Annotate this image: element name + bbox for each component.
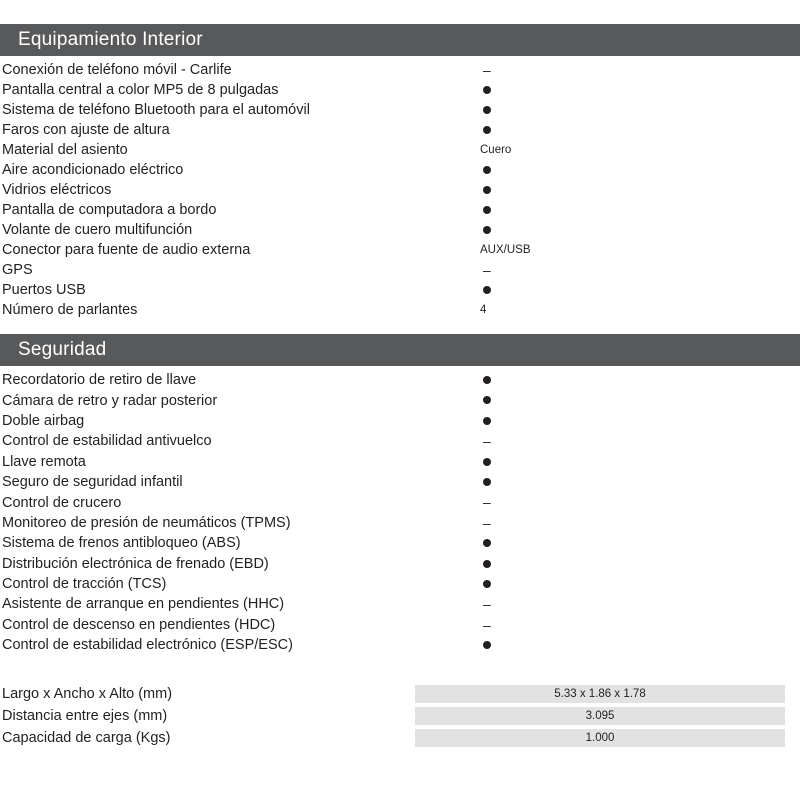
dimension-value-bar <box>415 685 785 703</box>
dash-icon: – <box>483 616 491 633</box>
spec-row <box>0 472 800 492</box>
spec-label: Pantalla central a color MP5 de 8 pulgadas <box>2 82 279 98</box>
spec-label: Puertos USB <box>2 282 86 298</box>
spec-row <box>0 220 800 240</box>
spec-label: Monitoreo de presión de neumáticos (TPMS) <box>2 514 291 531</box>
spec-value <box>480 635 491 655</box>
spec-row <box>0 100 800 120</box>
spec-value: Cuero <box>480 144 512 156</box>
spec-value <box>480 60 491 80</box>
spec-value: 4 <box>480 304 487 316</box>
spec-row <box>0 411 800 431</box>
section-title: Equipamiento Interior <box>18 29 203 50</box>
filled-dot-icon <box>483 106 491 114</box>
spec-value <box>480 472 491 492</box>
spec-value: AUX/USB <box>480 244 531 256</box>
spec-label: Control de estabilidad antivuelco <box>2 433 212 450</box>
interior-rows <box>0 56 800 320</box>
spec-row <box>0 554 800 574</box>
spec-value <box>480 160 491 180</box>
spec-value <box>480 513 491 533</box>
dimension-row <box>0 705 800 727</box>
section-gap <box>0 320 800 334</box>
filled-dot-icon <box>483 478 491 486</box>
spec-row <box>0 370 800 390</box>
filled-dot-icon <box>483 580 491 588</box>
section-header-interior <box>0 24 800 56</box>
filled-dot-icon <box>483 126 491 134</box>
section-title: Seguridad <box>18 339 107 360</box>
dimensions-block <box>0 683 800 749</box>
spec-label: Número de parlantes <box>2 302 138 318</box>
spec-row <box>0 615 800 635</box>
filled-dot-icon <box>483 539 491 547</box>
spec-row <box>0 513 800 533</box>
spec-label: Volante de cuero multifunción <box>2 222 193 238</box>
filled-dot-icon <box>483 458 491 466</box>
spec-row <box>0 240 800 260</box>
spec-row <box>0 180 800 200</box>
dash-icon: – <box>483 514 491 531</box>
spec-label: GPS <box>2 262 33 278</box>
filled-dot-icon <box>483 206 491 214</box>
filled-dot-icon <box>483 396 491 404</box>
dash-icon: – <box>483 433 491 450</box>
spec-value <box>480 390 491 410</box>
spec-label: Pantalla de computadora a bordo <box>2 202 217 218</box>
spec-value <box>480 120 491 140</box>
dimension-value: 1.000 <box>585 732 615 745</box>
spec-label: Cámara de retro y radar posterior <box>2 392 218 409</box>
spec-label: Material del asiento <box>2 142 128 158</box>
spec-value <box>480 554 491 574</box>
dimension-row <box>0 727 800 749</box>
spec-label: Control de tracción (TCS) <box>2 576 167 593</box>
spec-value <box>480 533 491 553</box>
dimension-label: Largo x Ancho x Alto (mm) <box>2 686 173 703</box>
spec-value <box>480 492 491 512</box>
seguridad-rows <box>0 366 800 655</box>
spec-value <box>480 80 491 100</box>
spec-row <box>0 140 800 160</box>
spec-row <box>0 431 800 451</box>
spec-value <box>480 100 491 120</box>
filled-dot-icon <box>483 641 491 649</box>
dimension-label: Distancia entre ejes (mm) <box>2 708 168 725</box>
dimension-value-bar <box>415 707 785 725</box>
top-spacer <box>0 0 800 24</box>
spec-value <box>480 452 491 472</box>
spec-row <box>0 594 800 614</box>
spec-row <box>0 492 800 512</box>
spec-label: Distribución electrónica de frenado (EBD) <box>2 555 269 572</box>
dimension-value-bar <box>415 729 785 747</box>
spec-row <box>0 80 800 100</box>
spec-label: Control de crucero <box>2 494 122 511</box>
spec-value <box>480 411 491 431</box>
filled-dot-icon <box>483 186 491 194</box>
spec-row <box>0 635 800 655</box>
spec-value <box>480 370 491 390</box>
spec-value <box>480 180 491 200</box>
dimension-row <box>0 683 800 705</box>
spec-row <box>0 452 800 472</box>
dash-icon: – <box>483 494 491 511</box>
spec-row <box>0 280 800 300</box>
dash-icon: – <box>483 262 491 278</box>
spec-row <box>0 533 800 553</box>
spec-value <box>480 431 491 451</box>
section-header-seguridad <box>0 334 800 366</box>
spec-row <box>0 60 800 80</box>
filled-dot-icon <box>483 226 491 234</box>
spec-value <box>480 615 491 635</box>
spec-value <box>480 220 491 240</box>
spec-value <box>480 260 491 280</box>
filled-dot-icon <box>483 376 491 384</box>
dash-icon: – <box>483 596 491 613</box>
spec-row <box>0 200 800 220</box>
spec-label: Recordatorio de retiro de llave <box>2 372 197 389</box>
spec-label: Conector para fuente de audio externa <box>2 242 251 258</box>
spec-label: Conexión de teléfono móvil - Carlife <box>2 62 232 78</box>
dimension-value: 5.33 x 1.86 x 1.78 <box>554 688 646 701</box>
spec-value <box>480 280 491 300</box>
spec-value <box>480 200 491 220</box>
spec-label: Llave remota <box>2 453 86 470</box>
filled-dot-icon <box>483 286 491 294</box>
filled-dot-icon <box>483 417 491 425</box>
filled-dot-icon <box>483 86 491 94</box>
spec-label: Seguro de seguridad infantil <box>2 474 183 491</box>
filled-dot-icon <box>483 166 491 174</box>
spec-label: Control de estabilidad electrónico (ESP/ESC) <box>2 637 293 654</box>
spec-row <box>0 574 800 594</box>
spec-label: Doble airbag <box>2 412 85 429</box>
spec-label: Sistema de teléfono Bluetooth para el automóvil <box>2 102 310 118</box>
spec-row <box>0 160 800 180</box>
spec-row <box>0 120 800 140</box>
spec-label: Sistema de frenos antibloqueo (ABS) <box>2 535 241 552</box>
dash-icon: – <box>483 62 491 78</box>
spec-label: Aire acondicionado eléctrico <box>2 162 184 178</box>
spec-row <box>0 260 800 280</box>
spec-label: Control de descenso en pendientes (HDC) <box>2 616 276 633</box>
dimension-value: 3.095 <box>585 710 615 723</box>
spec-row <box>0 300 800 320</box>
spec-value <box>480 594 491 614</box>
spec-label: Faros con ajuste de altura <box>2 122 170 138</box>
spec-label: Vidrios eléctricos <box>2 182 112 198</box>
spec-value <box>480 574 491 594</box>
spec-row <box>0 390 800 410</box>
filled-dot-icon <box>483 560 491 568</box>
spec-label: Asistente de arranque en pendientes (HHC) <box>2 596 285 613</box>
dimension-label: Capacidad de carga (Kgs) <box>2 730 171 747</box>
